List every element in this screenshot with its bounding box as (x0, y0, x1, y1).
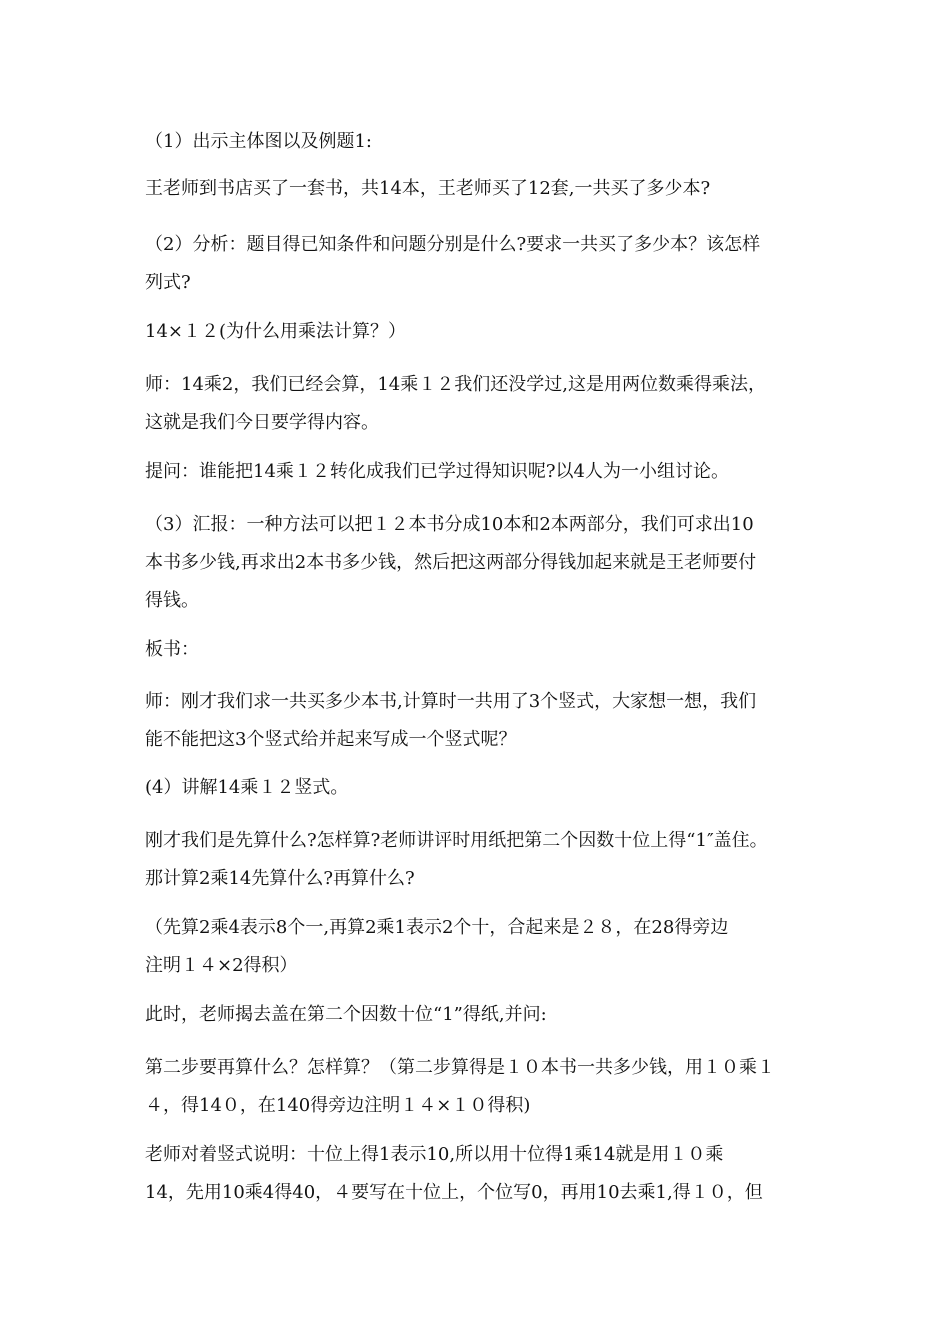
paragraph-problem (145, 170, 825, 208)
text-line: 14×１２(为什么用乘法计算？） (145, 321, 407, 342)
text-line: 老师对着竖式说明：十位上得1表示10,所以用十位得1乘14就是用１０乘 (145, 1144, 724, 1165)
text-line: 那计算2乘14先算什么?再算什么? (145, 868, 415, 889)
text-line: 提问：谁能把14乘１２转化成我们已学过得知识呢?以4人为一小组讨论。 (145, 461, 730, 482)
paragraph-report (145, 506, 825, 620)
text-line: 板书： (145, 639, 199, 660)
text-line: ４，得14０，在140得旁边注明１４×１０得积) (145, 1095, 531, 1116)
paragraph-analysis (145, 226, 825, 302)
paragraph-expression (145, 313, 825, 351)
text-line: （3）汇报：一种方法可以把１２本书分成10本和2本两部分，我们可求出10 (145, 514, 754, 535)
text-line: 14，先用10乘4得40，４要写在十位上，个位写0，再用10去乘1,得１０，但 (145, 1182, 763, 1203)
text-line: 注明１４×2得积） (145, 955, 298, 976)
paragraph-second-step (145, 1049, 825, 1125)
text-line: 第二步要再算什么？怎样算？（第二步算得是１０本书一共多少钱，用１０乘１ (145, 1057, 775, 1078)
text-line: 刚才我们是先算什么?怎样算?老师讲评时用纸把第二个因数十位上得“1″盖住。 (145, 830, 768, 851)
text-line: （先算2乘4表示8个一,再算2乘1表示2个十，合起来是２８，在28得旁边 (145, 917, 729, 938)
paragraph-uncover (145, 996, 825, 1034)
paragraph-example-intro (145, 123, 825, 161)
paragraph-teacher-explain (145, 1136, 825, 1212)
text-line: （2）分析：题目得已知条件和问题分别是什么?要求一共买了多少本？该怎样 (145, 234, 761, 255)
paragraph-explain (145, 769, 825, 807)
text-line: 能不能把这3个竖式给并起来写成一个竖式呢？ (145, 729, 517, 750)
text-line: （1）出示主体图以及例题1: (145, 131, 372, 152)
text-line: 师：刚才我们求一共买多少本书,计算时一共用了3个竖式，大家想一想，我们 (145, 691, 757, 712)
text-line: 这就是我们今日要学得内容。 (145, 412, 379, 433)
paragraph-board-writing (145, 631, 825, 669)
text-line: 得钱。 (145, 590, 199, 611)
text-line: 列式? (145, 272, 191, 293)
paragraph-question (145, 453, 825, 491)
text-line: (4）讲解14乘１２竖式。 (145, 777, 349, 798)
paragraph-first-step (145, 822, 825, 898)
text-line: 王老师到书店买了一套书，共14本，王老师买了12套,一共买了多少本? (145, 178, 711, 199)
text-line: 师：14乘2，我们已经会算，14乘１２我们还没学过,这是用两位数乘得乘法， (145, 374, 766, 395)
paragraph-first-step-answer (145, 909, 825, 985)
paragraph-teacher-intro (145, 366, 825, 442)
text-line: 此时，老师揭去盖在第二个因数十位“1”得纸,并问: (145, 1004, 547, 1025)
text-line: 本书多少钱,再求出2本书多少钱，然后把这两部分得钱加起来就是王老师要付 (145, 552, 757, 573)
paragraph-teacher-combine (145, 683, 825, 759)
